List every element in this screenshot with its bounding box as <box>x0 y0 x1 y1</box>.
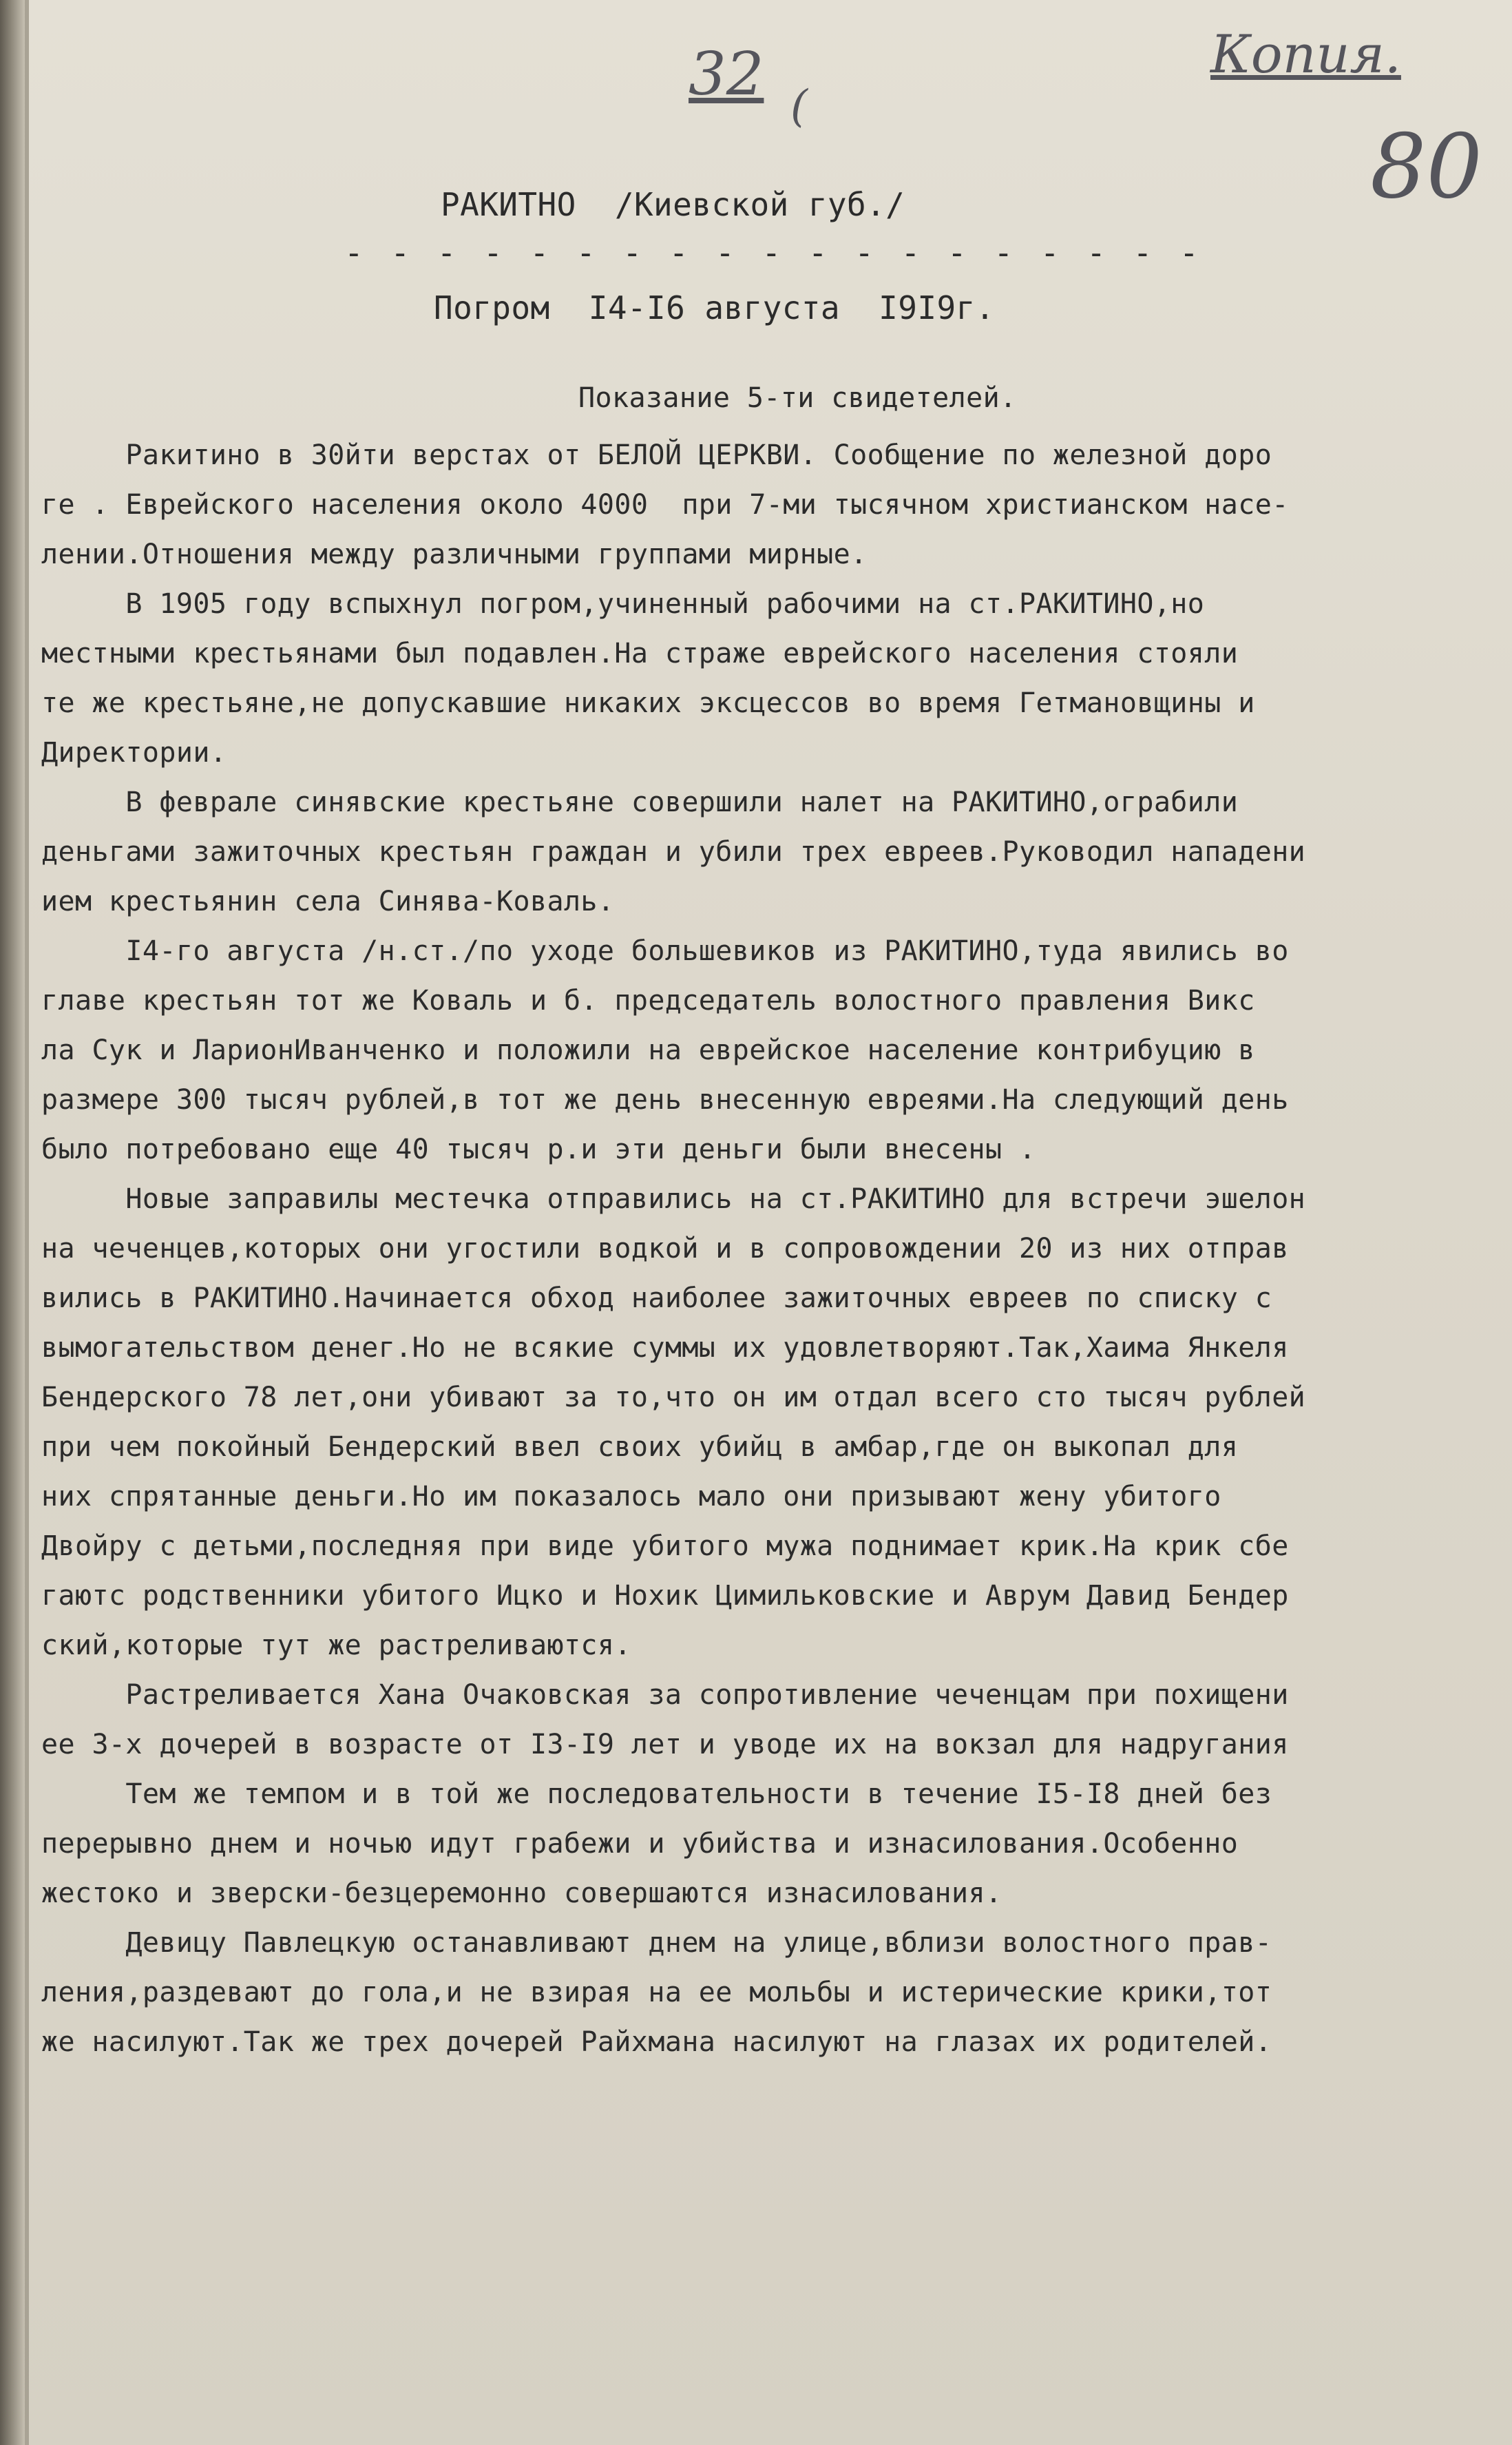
body-line: I4-го августа /н.ст./по уходе большевиков из РАКИТИНО,туда явились во <box>41 935 1289 967</box>
body-line: Ракитино в 30йти верстах от БЕЛОЙ ЦЕРКВИ. Сообщение по железной доро <box>41 439 1272 471</box>
body-line: них спрятанные деньги.Но им показалось мало они призывают жену убитого <box>41 1481 1221 1512</box>
body-line: Бендерского 78 лет,они убивают за то,что он им отдал всего сто тысяч рублей <box>41 1382 1306 1413</box>
binding-edge <box>25 0 29 2445</box>
body-line: ла Сук и ЛарионИванченко и положили на еврейское население контрибуцию в <box>41 1034 1255 1066</box>
body-line: Тем же темпом и в той же последовательности в течение I5-I8 дней без <box>41 1778 1272 1810</box>
document-title: РАКИТНО /Киевской губ./ <box>441 186 905 223</box>
body-line: местными крестьянами был подавлен.На страже еврейского населения стояли <box>41 638 1239 669</box>
body-line: перерывно днем и ночью идут грабежи и убийства и изнасилования.Особенно <box>41 1828 1239 1860</box>
body-line: Новые заправилы местечка отправились на ст.РАКИТИНО для встречи эшелон <box>41 1183 1306 1215</box>
handwritten-folio-number: 80 <box>1370 116 1482 218</box>
body-line: жестоко и зверски-безцеремонно совершаются изнасилования. <box>41 1877 1002 1909</box>
body-line: ием крестьянин села Синява-Коваль. <box>41 886 615 917</box>
body-line: было потребовано еще 40 тысяч р.и эти деньги были внесены . <box>41 1134 1036 1165</box>
body-line: ский,которые тут же растреливаются. <box>41 1630 631 1661</box>
document-subtitle: Погром I4-I6 августа I9I9г. <box>434 289 995 326</box>
body-line: ее 3-х дочерей в возрасте от I3-I9 лет и уводе их на вокзал для надругания <box>41 1729 1289 1760</box>
body-line: ге . Еврейского населения около 4000 при 7-ми тысячном христианском насе- <box>41 489 1289 521</box>
body-line: Девицу Павлецкую останавливают днем на улице,вблизи волостного прав- <box>41 1927 1272 1959</box>
body-line: лении.Отношения между различными группами мирные. <box>41 539 868 570</box>
body-line: главе крестьян тот же Коваль и б. председатель волостного правления Викс <box>41 985 1255 1017</box>
body-line: вымогательством денег.Но не всякие суммы их удовлетворяют.Так,Хаима Янкеля <box>41 1332 1289 1364</box>
body-line: В феврале синявские крестьяне совершили налет на РАКИТИНО,ограбили <box>41 787 1239 818</box>
handwritten-page-number: 32 <box>689 40 764 109</box>
binding-spine <box>0 0 25 2445</box>
body-line: на чеченцев,которых они угостили водкой и в сопровождении 20 из них отправ <box>41 1233 1289 1265</box>
body-line: вились в РАКИТИНО.Начинается обход наиболее зажиточных евреев по списку с <box>41 1282 1272 1314</box>
document-body <box>41 430 1487 2067</box>
body-line: же насилуют.Так же трех дочерей Райхмана насилуют на глазах их родителей. <box>41 2026 1272 2058</box>
body-line: те же крестьяне,не допускавшие никаких эксцессов во время Гетмановщины и <box>41 687 1255 719</box>
body-line: гаютс родственники убитого Ицко и Нохик Цимильковские и Аврум Давид Бендер <box>41 1580 1289 1612</box>
witness-note: Показание 5-ти свидетелей. <box>578 382 1017 414</box>
body-line: Двойру с детьми,последняя при виде убитого мужа поднимает крик.На крик сбе <box>41 1530 1289 1562</box>
handwritten-mark: ( <box>790 81 808 132</box>
body-line: Директории. <box>41 737 227 769</box>
title-underline-dashes: - - - - - - - - - - - - - - - - - - - <box>344 234 1203 271</box>
body-line: при чем покойный Бендерский ввел своих убийц в амбар,где он выкопал для <box>41 1431 1239 1463</box>
body-line: деньгами зажиточных крестьян граждан и убили трех евреев.Руководил нападени <box>41 836 1306 868</box>
body-line: В 1905 году вспыхнул погром,учиненный рабочими на ст.РАКИТИНО,но <box>41 588 1205 620</box>
body-line: размере 300 тысяч рублей,в тот же день внесенную евреями.На следующий день <box>41 1084 1289 1116</box>
body-line: Растреливается Хана Очаковская за сопротивление чеченцам при похищени <box>41 1679 1289 1711</box>
body-line: ления,раздевают до гола,и не взирая на ее мольбы и истерические крики,тот <box>41 1977 1272 2008</box>
handwritten-copy-label: Копия. <box>1210 23 1401 85</box>
